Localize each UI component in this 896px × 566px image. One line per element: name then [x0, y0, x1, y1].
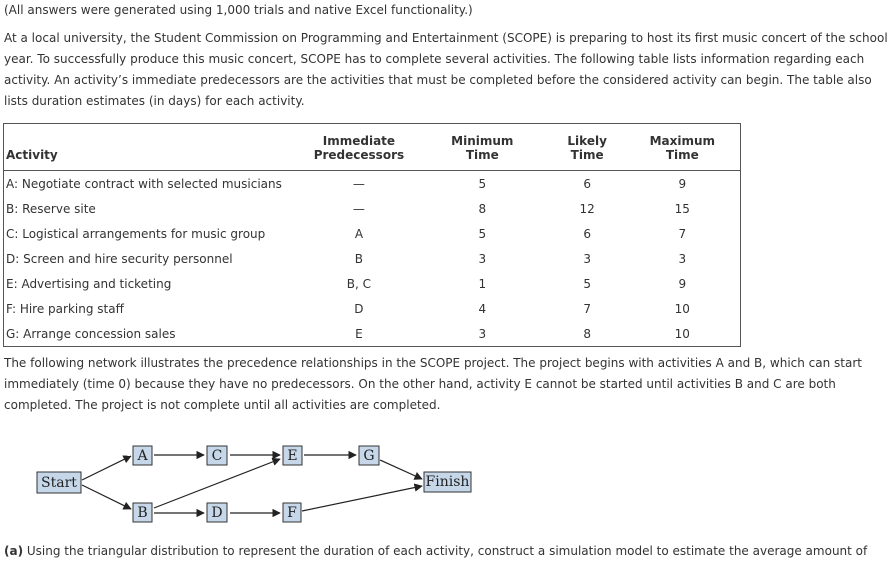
minimum-cell: 5: [478, 226, 487, 241]
node-d: [207, 503, 227, 522]
maximum-cell: 7: [678, 226, 687, 241]
activity-cell: A: Negotiate contract with selected musicians: [6, 176, 282, 191]
minimum-cell: 3: [478, 326, 487, 341]
activity-cell: E: Advertising and ticketing: [6, 276, 172, 291]
node-finish-label: Finish: [425, 474, 470, 490]
header-maximum-top: Maximum: [649, 134, 716, 148]
header-likely-bottom: Time: [570, 148, 604, 162]
question-a-text: Using the triangular distribution to represent the duration of each activity, construct a simulation model to estimate the average amount of: [23, 544, 868, 558]
predecessors-cell: E: [355, 326, 363, 341]
node-start-label: Start: [41, 475, 77, 491]
header-activity: Activity: [6, 148, 58, 162]
edge-b-e: [154, 459, 280, 508]
maximum-cell: 10: [674, 301, 690, 316]
likely-cell: 12: [579, 201, 595, 216]
node-g: [359, 446, 379, 465]
node-f: [283, 503, 301, 522]
table-row: [4, 171, 741, 197]
header-predecessors-top: Immediate: [322, 134, 396, 148]
header-activity-blank: [4, 124, 303, 149]
likely-cell: 6: [583, 226, 591, 241]
table-row: [4, 296, 741, 321]
maximum-cell: 9: [678, 176, 687, 191]
question-a: [4, 541, 888, 562]
node-finish: [424, 472, 471, 492]
node-c: [207, 446, 227, 465]
predecessors-cell: A: [354, 226, 364, 241]
predecessors-cell: B: [354, 251, 364, 266]
activity-table: [3, 123, 741, 347]
activity-cell: C: Logistical arrangements for music group: [6, 226, 266, 241]
node-f-label: F: [287, 505, 297, 521]
table-row: [4, 246, 741, 271]
edge-start-a: [82, 456, 131, 480]
likely-cell: 3: [583, 251, 591, 266]
table-row: [4, 221, 741, 246]
node-a-label: A: [137, 448, 148, 464]
header-predecessors-bottom: Predecessors: [313, 148, 405, 162]
likely-cell: 5: [583, 276, 591, 291]
node-e: [283, 446, 302, 465]
node-b: [133, 503, 152, 522]
header-likely-top: Likely: [567, 134, 607, 148]
minimum-cell: 8: [478, 201, 487, 216]
header-maximum-bottom: Time: [665, 148, 699, 162]
header-minimum-bottom: Time: [465, 148, 499, 162]
header-minimum-top: Minimum: [451, 134, 514, 148]
activity-cell: D: Screen and hire security personnel: [6, 251, 233, 266]
predecessors-cell: B, C: [346, 276, 372, 291]
maximum-cell: 9: [678, 276, 687, 291]
edge-g-finish: [380, 460, 422, 479]
maximum-cell: 3: [678, 251, 687, 266]
node-b-label: B: [137, 505, 148, 521]
node-g-label: G: [363, 448, 375, 464]
intro-paragraph: At a local university, the Student Commission on Programming and Entertainment (SCOPE) is preparing to host its first music concert of the school year. To successfully produce this music concert, SCOPE has to complete several activities. The following table lists information regarding each activity. An activity’s immediate predecessors are the activities that must be completed before the considered activity can begin. The table also lists duration estimates (in days) for each activity.: [4, 31, 888, 108]
edge-start-b: [82, 485, 131, 509]
likely-cell: 6: [583, 176, 591, 191]
table-row: [4, 321, 741, 347]
likely-cell: 7: [583, 301, 591, 316]
node-c-label: C: [211, 448, 223, 464]
question-a-label: (a): [4, 544, 24, 558]
table-row: [4, 196, 741, 221]
activity-cell: B: Reserve site: [6, 201, 96, 216]
node-start: [37, 472, 81, 493]
minimum-cell: 1: [478, 276, 487, 291]
minimum-cell: 3: [478, 251, 487, 266]
maximum-cell: 10: [674, 326, 690, 341]
intro-note: (All answers were generated using 1,000 trials and native Excel functionality.): [4, 3, 473, 17]
node-a: [133, 446, 152, 465]
table-row: [4, 271, 741, 296]
activity-cell: G: Arrange concession sales: [6, 326, 176, 341]
activity-cell: F: Hire parking staff: [6, 301, 124, 316]
predecessors-cell: —: [352, 201, 365, 216]
minimum-cell: 5: [478, 176, 487, 191]
node-d-label: D: [211, 505, 223, 521]
likely-cell: 8: [583, 326, 591, 341]
predecessors-cell: D: [354, 301, 364, 316]
maximum-cell: 15: [674, 201, 690, 216]
precedence-network-diagram: [30, 444, 480, 526]
network-description: The following network illustrates the precedence relationships in the SCOPE project. The project begins with activities A and B, which can start immediately (time 0) because they have no predecessors. On the other hand, activity E cannot be started until activities B and C are both completed. The project is not complete until all activities are completed.: [4, 356, 862, 412]
edge-f-finish: [302, 486, 422, 511]
node-e-label: E: [287, 448, 298, 464]
minimum-cell: 4: [478, 301, 487, 316]
predecessors-cell: —: [352, 176, 365, 191]
